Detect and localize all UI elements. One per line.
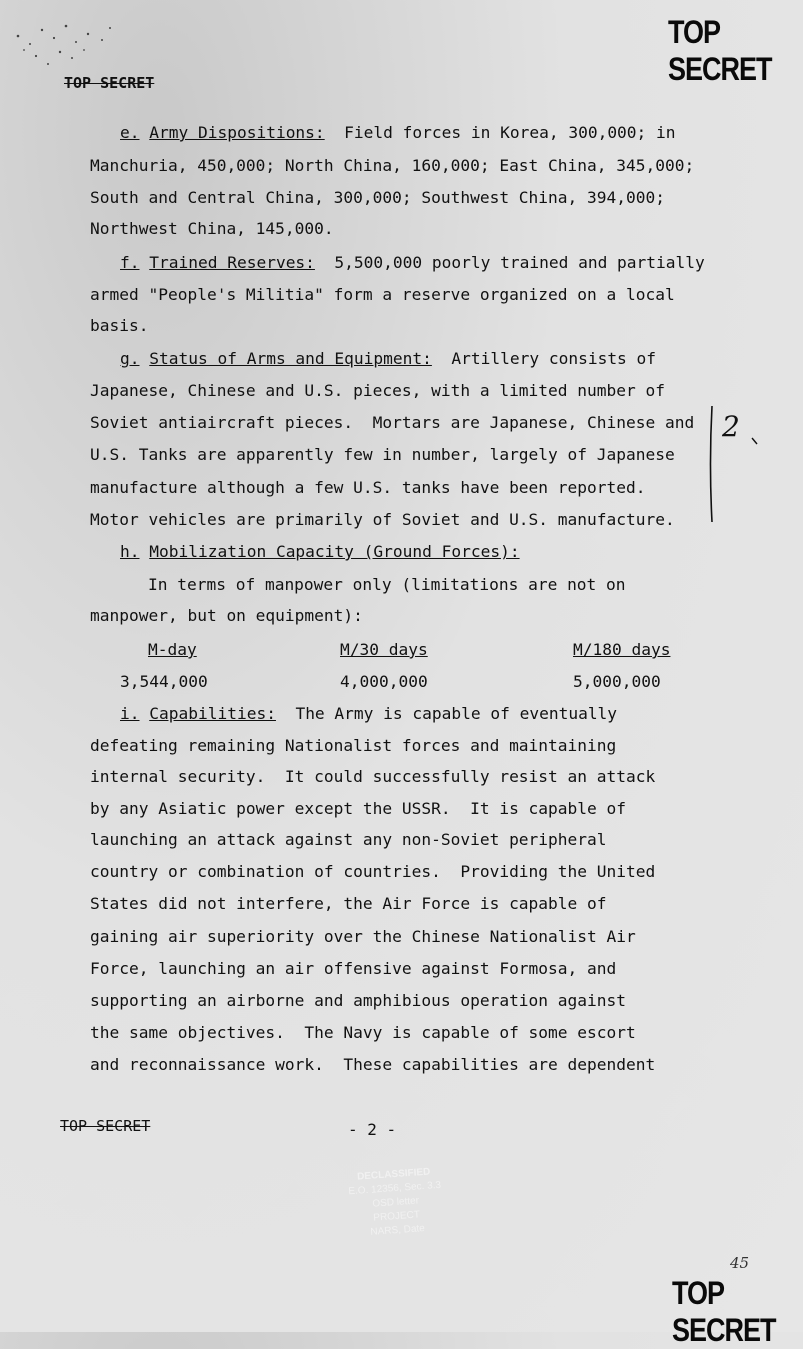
para-i-heading: Capabilities: xyxy=(149,704,276,723)
para-i-line-11: the same objectives. The Navy is capable of some escort xyxy=(90,1023,636,1042)
declass-line-2: E.O. 12356, Sec. 3.3 xyxy=(348,1179,442,1198)
table-value-m30: 4,000,000 xyxy=(340,672,428,691)
declass-line-1: DECLASSIFIED xyxy=(356,1166,431,1183)
top-secret-stamp-top: TOP SECRET xyxy=(668,14,772,88)
para-f-letter: f. xyxy=(120,253,140,272)
declassification-stamp xyxy=(294,1161,499,1253)
para-e-heading: Army Dispositions: xyxy=(149,123,325,142)
para-e-line-2: Manchuria, 450,000; North China, 160,000; East China, 345,000; xyxy=(90,156,695,175)
para-e-letter: e. xyxy=(120,123,140,142)
para-i-line-1 xyxy=(120,704,617,724)
declass-line-4: PROJECT xyxy=(372,1209,421,1224)
para-h-letter: h. xyxy=(120,542,140,561)
page-number: - 2 - xyxy=(348,1120,397,1139)
para-i-line-12: and reconnaissance work. These capabilities are dependent xyxy=(90,1055,656,1074)
para-g-line-5: manufacture although a few U.S. tanks have been reported. xyxy=(90,478,646,497)
para-h-line-1 xyxy=(120,542,520,562)
para-i-line-9: Force, launching an air offensive against Formosa, and xyxy=(90,959,617,978)
table-value-m180: 5,000,000 xyxy=(573,672,661,691)
para-i-line-8: gaining air superiority over the Chinese Nationalist Air xyxy=(90,927,636,946)
para-g-line-1 xyxy=(120,349,656,369)
para-f-line-2: armed "People's Militia" form a reserve organized on a local xyxy=(90,285,675,304)
para-i-text: The Army is capable of eventually xyxy=(275,704,618,723)
para-e-line-4: Northwest China, 145,000. xyxy=(90,219,334,238)
table-header-m180: M/180 days xyxy=(573,640,671,659)
para-h-line-3: manpower, but on equipment): xyxy=(90,606,363,625)
para-g-line-2: Japanese, Chinese and U.S. pieces, with a limited number of xyxy=(90,381,665,400)
table-header-mday: M-day xyxy=(148,640,197,659)
para-h-heading: Mobilization Capacity (Ground Forces): xyxy=(149,542,520,561)
table-value-mday: 3,544,000 xyxy=(120,672,208,691)
para-f-heading: Trained Reserves: xyxy=(149,253,315,272)
para-f-text: 5,500,000 poorly trained and partially xyxy=(314,253,705,272)
para-i-line-3: internal security. It could successfully resist an attack xyxy=(90,767,656,786)
top-secret-stamp-bottom: TOP SECRET xyxy=(672,1275,776,1349)
para-i-line-5: launching an attack against any non-Soviet peripheral xyxy=(90,830,607,849)
para-i-line-10: supporting an airborne and amphibious operation against xyxy=(90,991,627,1010)
para-g-text: Artillery consists of xyxy=(431,349,657,368)
para-e-text: Field forces in Korea, 300,000; in xyxy=(324,123,676,142)
para-h-line-2: In terms of manpower only (limitations are not on xyxy=(148,575,626,594)
declass-line-5: NARS, Date xyxy=(370,1223,426,1238)
ink-specks xyxy=(6,8,126,78)
handwritten-margin-number: 2 xyxy=(722,410,740,443)
para-i-letter: i. xyxy=(120,704,140,723)
para-i-line-7: States did not interfere, the Air Force is capable of xyxy=(90,894,607,913)
para-g-letter: g. xyxy=(120,349,140,368)
declass-line-3: OSD letter xyxy=(372,1195,420,1210)
para-g-line-3: Soviet antiaircraft pieces. Mortars are Japanese, Chinese and xyxy=(90,413,695,432)
para-g-line-4: U.S. Tanks are apparently few in number, largely of Japanese xyxy=(90,445,675,464)
para-f-line-1 xyxy=(120,253,705,273)
classification-footer: TOP SECRET xyxy=(60,1117,151,1135)
para-g-line-6: Motor vehicles are primarily of Soviet and U.S. manufacture. xyxy=(90,510,675,529)
handwritten-page-number: 45 xyxy=(730,1254,750,1272)
classification-header: TOP SECRET xyxy=(64,74,155,92)
para-i-line-2: defeating remaining Nationalist forces and maintaining xyxy=(90,736,617,755)
para-e-line-3: South and Central China, 300,000; Southwest China, 394,000; xyxy=(90,188,665,207)
para-e-line-1 xyxy=(120,123,676,143)
para-i-line-6: country or combination of countries. Providing the United xyxy=(90,862,656,881)
para-f-line-3: basis. xyxy=(90,316,149,335)
para-g-heading: Status of Arms and Equipment: xyxy=(149,349,432,368)
table-header-m30: M/30 days xyxy=(340,640,428,659)
para-i-line-4: by any Asiatic power except the USSR. It is capable of xyxy=(90,799,627,818)
